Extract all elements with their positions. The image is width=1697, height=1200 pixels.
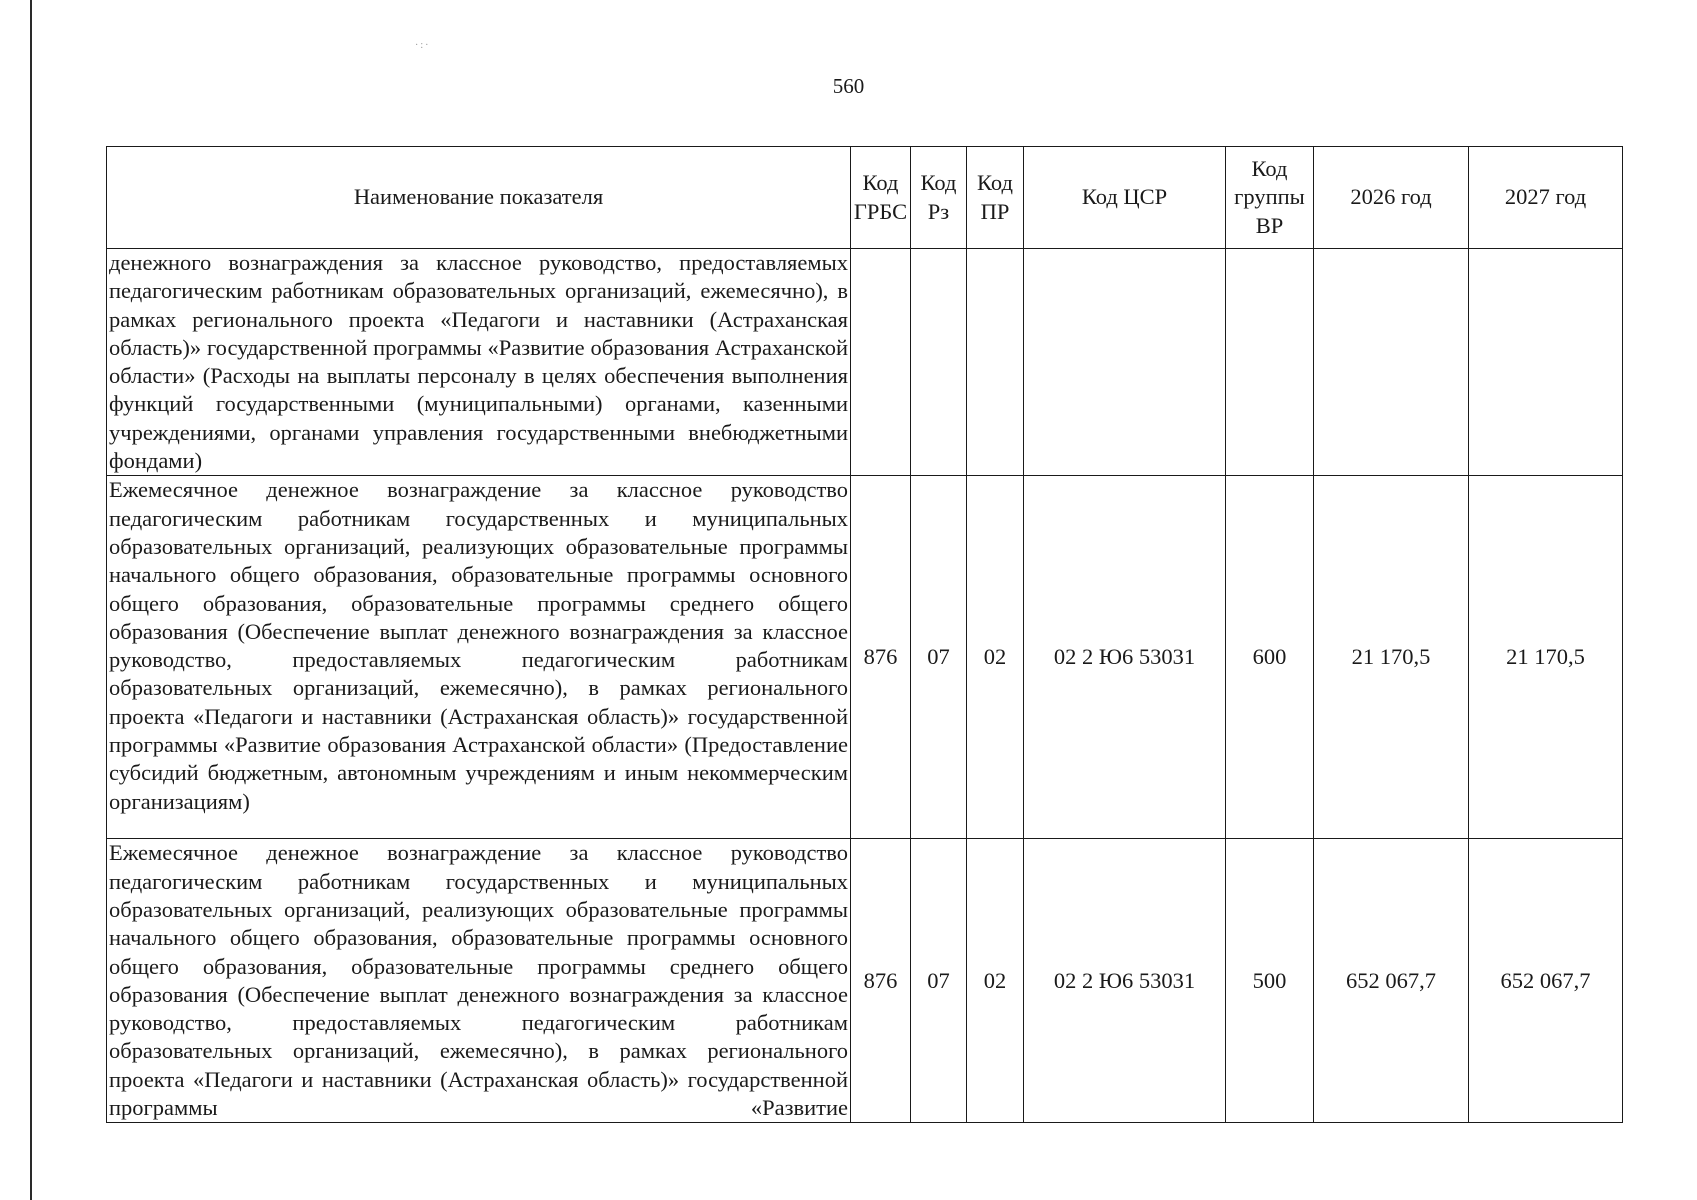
- row-2026: [1314, 249, 1469, 476]
- table-header-row: [107, 147, 1623, 249]
- row-rz: 07: [911, 839, 967, 1123]
- row-rz: 07: [911, 476, 967, 839]
- page-binding-line: [30, 0, 32, 1200]
- row-name: Ежемесячное денежное вознаграждение за классное руководство педагогическим работникам государственных и муниципальных образовательных организаций, реализующих образовательные программы начального общего образования, образовательные программы основного общего образования, образовательные программы среднего общего образования (Обеспечение выплат денежного вознаграждения за классное руководство, предоставляемых педагогическим работникам образовательных организаций, ежемесячно), в рамках регионального проекта «Педагоги и наставники (Астраханская область)» государственной программы «Развитие образования Астраханской области» (Предоставление субсидий бюджетным, автономным учреждениям и иным некоммерческим организациям): [107, 476, 851, 839]
- row-name: Ежемесячное денежное вознаграждение за классное руководство педагогическим работникам государственных и муниципальных образовательных организаций, реализующих образовательные программы начального общего образования, образовательные программы основного общего образования, образовательные программы среднего общего образования (Обеспечение выплат денежного вознаграждения за классное руководство, предоставляемых педагогическим работникам образовательных организаций, ежемесячно), в рамках регионального проекта «Педагоги и наставники (Астраханская область)» государственной программы «Развитие: [107, 839, 851, 1123]
- table-row: [107, 839, 1623, 1123]
- row-pr: 02: [967, 476, 1024, 839]
- row-name: денежного вознаграждения за классное руководство, предоставляемых педагогическим работникам образовательных организаций, ежемесячно), в рамках регионального проекта «Педагоги и наставники (Астраханская область)» государственной программы «Развитие образования Астраханской области» (Расходы на выплаты персоналу в целях обеспечения выполнения функций государственными (муниципальными) органами, казенными учреждениями, органами управления государственными внебюджетными фондами): [107, 249, 851, 476]
- scan-artifact: ·:·: [415, 40, 431, 51]
- row-pr: [967, 249, 1024, 476]
- page-number: 560: [832, 74, 865, 98]
- row-csr: 02 2 Ю6 53031: [1024, 839, 1226, 1123]
- row-rz: [911, 249, 967, 476]
- row-csr: [1024, 249, 1226, 476]
- row-grbs: 876: [851, 476, 911, 839]
- header-2027: 2027 год: [1469, 147, 1623, 249]
- row-pr: 02: [967, 839, 1024, 1123]
- header-2026: 2026 год: [1314, 147, 1469, 249]
- row-vr: 500: [1226, 839, 1314, 1123]
- row-2027: 652 067,7: [1469, 839, 1623, 1123]
- header-name: Наименование показателя: [107, 147, 851, 249]
- table-row: [107, 476, 1623, 839]
- row-vr: [1226, 249, 1314, 476]
- header-pr: Код ПР: [967, 147, 1024, 249]
- row-2027: 21 170,5: [1469, 476, 1623, 839]
- header-vr: Код группы ВР: [1226, 147, 1314, 249]
- table-row: [107, 249, 1623, 476]
- row-vr: 600: [1226, 476, 1314, 839]
- row-2026: 652 067,7: [1314, 839, 1469, 1123]
- row-grbs: [851, 249, 911, 476]
- budget-table: [106, 146, 1623, 1123]
- row-2026: 21 170,5: [1314, 476, 1469, 839]
- header-csr: Код ЦСР: [1024, 147, 1226, 249]
- header-grbs: Код ГРБС: [851, 147, 911, 249]
- row-grbs: 876: [851, 839, 911, 1123]
- row-2027: [1469, 249, 1623, 476]
- row-csr: 02 2 Ю6 53031: [1024, 476, 1226, 839]
- header-rz: Код Рз: [911, 147, 967, 249]
